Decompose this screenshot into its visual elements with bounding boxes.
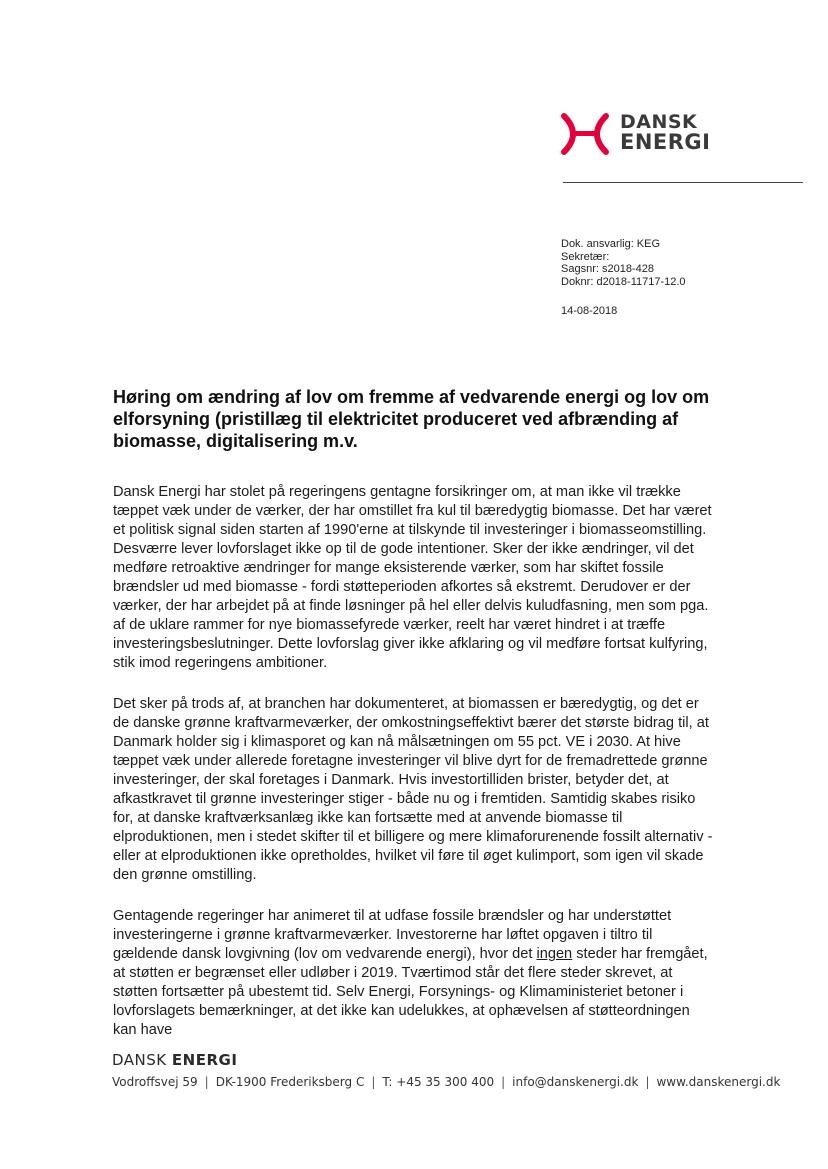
footer-separator: | — [204, 1075, 209, 1089]
footer-brand-dansk: DANSK — [112, 1051, 167, 1069]
paragraph-3-underlined-word: ingen — [536, 946, 573, 962]
footer-website-link[interactable]: www.danskenergi.dk — [656, 1075, 781, 1089]
meta-document-number: Doknr: d2018-11717-12.0 — [561, 275, 686, 288]
footer-brand-energi: ENERGI — [171, 1051, 238, 1069]
dansk-energi-mark-icon — [560, 110, 610, 158]
footer-email-link[interactable]: info@danskenergi.dk — [512, 1075, 639, 1089]
meta-secretary: Sekretær: — [561, 250, 610, 263]
document-date: 14-08-2018 — [561, 305, 618, 317]
paragraph-3-text-start: Gentagende regeringer har animeret til at udfase fossile brændsler og har understøttet investeringerne i grønne kraftvarmeværker. Investorerne har løftet opgaven i tiltro til gældende dansk lovgivning (lov om vedvarende energi), hvor det — [113, 908, 672, 962]
footer-separator: | — [645, 1075, 650, 1089]
footer-separator: | — [501, 1075, 506, 1089]
document-meta — [561, 238, 686, 288]
footer-city: DK-1900 Frederiksberg C — [215, 1075, 365, 1089]
footer-phone: T: +45 35 300 400 — [382, 1075, 495, 1089]
document-body — [113, 483, 715, 1062]
paragraph-3-text-end: steder har fremgået, at støtten er begrænset eller udløber i 2019. Tværtimod står det flere steder skrevet, at støtten fortsætter på ubestemt tid. Selv Energi, Forsynings- og Klimaministeriet betoner i lovforslagets bemærkninger, at det ikke kan udelukkes, at ophævelsen af støtteordningen kan have — [113, 946, 708, 1038]
document-title: Høring om ændring af lov om fremme af vedvarende energi og lov om elforsyning (pristillæg til elektricitet produceret ved afbrænding af biomasse, digitalisering m.v. — [113, 387, 710, 451]
meta-responsible: Dok. ansvarlig: KEG — [561, 238, 661, 250]
meta-case-number: Sagsnr: s2018-428 — [561, 263, 654, 275]
dansk-energi-logo — [560, 110, 710, 160]
logo-line-dansk: DANSK — [620, 111, 698, 133]
body-paragraph-1: Dansk Energi har stolet på regeringens gentagne forsikringer om, at man ikke vil trække tæppet væk under de værker, der har omstillet fra kul til bæredygtig biomasse. Det har været et politisk signal siden starten af 1990'erne at tilskynde til investeringer i biomasseomstilling. Desværre lever lovforslaget ikke op til de gode intentioner. Sker der ikke ændringer, vil det medføre retroaktive ændringer for mange eksisterende værker, som har skiftet fossile brændsler ud med biomasse - fordi støtteperioden afkortes så ekstremt. Derudover er der værker, der har arbejdet på at finde løsninger på hel eller delvis kuludfasning, men som pga. af de uklare rammer for nye biomassefyrede værker, reelt har været hindret i at træffe investeringsbeslutninger. Dette lovforslag giver ikke afklaring og vil medføre fortsat kulfyring, stik imod regeringens ambitioner. — [113, 484, 712, 671]
footer-contact — [112, 1075, 780, 1089]
footer-address: Vodroffsvej 59 — [112, 1075, 198, 1089]
body-paragraph-3 — [113, 907, 715, 1040]
logo-wordmark — [620, 112, 711, 152]
header-rule — [563, 182, 803, 183]
footer-separator: | — [371, 1075, 376, 1089]
logo-line-energi: ENERGI — [620, 130, 711, 154]
footer-brand — [112, 1051, 237, 1069]
body-paragraph-2: Det sker på trods af, at branchen har dokumenteret, at biomassen er bæredygtig, og det er de danske grønne kraftvarmeværker, der omkostningseffektivt bærer det største bidrag til, at Danmark holder sig i klimasporet og kan nå målsætningen om 55 pct. VE i 2030. At hive tæppet væk under allerede foretagne investeringer vil blive dyrt for de fremadrettede grønne investeringer, der skal foretages i Danmark. Hvis investortilliden brister, betyder det, at afkastkravet til grønne investeringer stiger - både nu og i fremtiden. Samtidig skabes risiko for, at danske kraftværksanlæg ikke kan fortsætte med at anvende biomasse til elproduktionen, men i stedet skifter til et billigere og mere klimaforurenende fossilt alternativ - eller at elproduktionen ikke opretholdes, hvilket vil føre til øget kulimport, som igen vil skade den grønne omstilling. — [113, 696, 713, 883]
